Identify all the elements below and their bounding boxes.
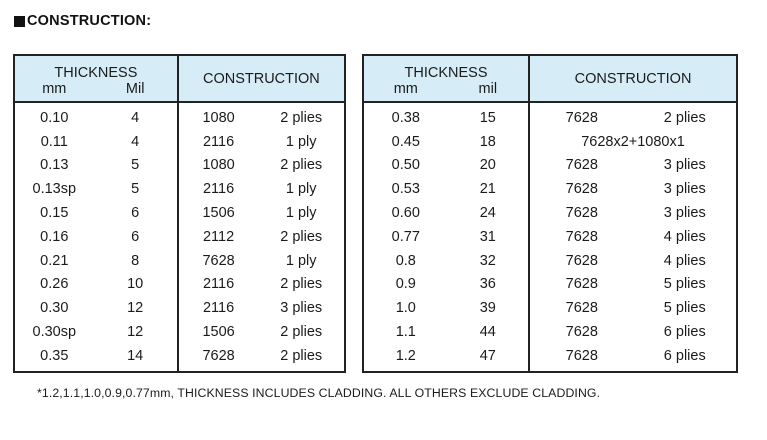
- table-row: [14, 154, 345, 178]
- thickness-mm-cell: 0.15: [40, 205, 69, 222]
- footnote: *1.2,1.1,1.0,0.9,0.77mm, THICKNESS INCLUDES CLADDING. ALL OTHERS EXCLUDE CLADDING.: [37, 386, 601, 400]
- thickness-mil-cell: 6: [131, 228, 140, 245]
- construction-table-right: [362, 54, 738, 373]
- ply-count-cell: 2 plies: [280, 157, 323, 174]
- glass-style-cell: 7628: [529, 273, 633, 297]
- thickness-mm-cell: 0.21: [40, 252, 69, 269]
- ply-count-cell: 1 ply: [285, 252, 317, 269]
- unit-mm-header: mm: [363, 81, 448, 102]
- thickness-mm-cell: 0.38: [391, 109, 420, 126]
- thickness-mil-cell: 12: [127, 300, 144, 317]
- unit-mm-header: mm: [14, 81, 94, 102]
- ply-count-cell: 3 plies: [663, 157, 706, 174]
- ply-count-cell: 2 plies: [280, 347, 323, 364]
- thickness-mm-cell: 0.77: [391, 228, 420, 245]
- thickness-mil-cell: 32: [479, 252, 496, 269]
- thickness-mil-cell: 36: [479, 276, 496, 293]
- glass-style-cell: 2116: [178, 130, 259, 154]
- thickness-mm-cell: 0.35: [40, 347, 69, 364]
- glass-style-cell: 7628: [178, 249, 259, 273]
- thickness-mil-cell: 5: [131, 181, 140, 198]
- thickness-mil-cell: 21: [479, 181, 496, 198]
- thickness-mil-cell: 6: [131, 205, 140, 222]
- left-table-body: [14, 102, 345, 372]
- glass-style-cell: 1080: [178, 102, 259, 130]
- thickness-mm-cell: 0.16: [40, 228, 69, 245]
- ply-count-cell: 2 plies: [280, 228, 323, 245]
- table-row: [14, 102, 345, 130]
- ply-count-cell: 4 plies: [663, 228, 706, 245]
- thickness-mm-cell: 0.30sp: [32, 324, 77, 341]
- table-row: [14, 225, 345, 249]
- ply-count-cell: 2 plies: [280, 276, 323, 293]
- thickness-mil-cell: 47: [479, 347, 496, 364]
- ply-count-cell: 2 plies: [280, 324, 323, 341]
- thickness-mil-cell: 15: [479, 109, 496, 126]
- ply-count-cell: 1 ply: [285, 181, 317, 198]
- table-row: [363, 201, 737, 225]
- thickness-mil-cell: 12: [127, 324, 144, 341]
- thickness-mm-cell: 0.50: [391, 157, 420, 174]
- table-row: [14, 201, 345, 225]
- ply-count-cell: 3 plies: [663, 205, 706, 222]
- thickness-header: THICKNESS: [14, 55, 178, 81]
- thickness-mil-cell: 39: [479, 300, 496, 317]
- glass-style-cell: 7628: [529, 225, 633, 249]
- ply-count-cell: 2 plies: [663, 109, 706, 126]
- thickness-mm-cell: 0.10: [40, 109, 69, 126]
- table-row: [14, 249, 345, 273]
- thickness-mil-cell: 4: [131, 109, 140, 126]
- unit-mil-header: Mil: [94, 81, 178, 102]
- glass-style-cell: 7628: [529, 102, 633, 130]
- glass-style-cell: 7628: [529, 154, 633, 178]
- thickness-mm-cell: 1.1: [395, 324, 416, 341]
- section-heading: [14, 13, 151, 29]
- glass-style-cell: 7628: [529, 320, 633, 344]
- table-row: [363, 177, 737, 201]
- table-row: [14, 344, 345, 372]
- construction-combined-cell: 7628x2+1080x1: [529, 130, 737, 154]
- right-table-body: [363, 102, 737, 372]
- table-row: [363, 154, 737, 178]
- construction-table-left: [13, 54, 346, 373]
- glass-style-cell: 2116: [178, 177, 259, 201]
- thickness-mil-cell: 20: [479, 157, 496, 174]
- thickness-mm-cell: 0.13: [40, 157, 69, 174]
- table-row: [363, 225, 737, 249]
- glass-style-cell: 2116: [178, 296, 259, 320]
- thickness-mm-cell: 0.9: [395, 276, 416, 293]
- table-row: [363, 296, 737, 320]
- thickness-mil-cell: 31: [479, 228, 496, 245]
- ply-count-cell: 6 plies: [663, 324, 706, 341]
- ply-count-cell: 3 plies: [280, 300, 323, 317]
- thickness-mil-cell: 8: [131, 252, 140, 269]
- table-row: [363, 102, 737, 130]
- table-row: [14, 320, 345, 344]
- construction-header: CONSTRUCTION: [529, 55, 737, 102]
- glass-style-cell: 7628: [529, 201, 633, 225]
- thickness-mm-cell: 0.11: [40, 133, 68, 150]
- thickness-mil-cell: 18: [479, 133, 496, 150]
- unit-mil-header: mil: [448, 81, 529, 102]
- table-row: [363, 130, 737, 154]
- table-row: [363, 249, 737, 273]
- table-row: [363, 273, 737, 297]
- section-heading-text: CONSTRUCTION:: [27, 13, 152, 29]
- ply-count-cell: 2 plies: [280, 109, 323, 126]
- glass-style-cell: 2116: [178, 273, 259, 297]
- thickness-mm-cell: 0.8: [395, 252, 416, 269]
- ply-count-cell: 4 plies: [663, 252, 706, 269]
- thickness-mil-cell: 5: [131, 157, 140, 174]
- construction-header: CONSTRUCTION: [178, 55, 345, 102]
- glass-style-cell: 2112: [178, 225, 259, 249]
- glass-style-cell: 7628: [529, 296, 633, 320]
- thickness-mm-cell: 0.13sp: [32, 181, 77, 198]
- thickness-mil-cell: 4: [131, 133, 140, 150]
- ply-count-cell: 5 plies: [663, 300, 706, 317]
- thickness-mm-cell: 0.30: [40, 300, 69, 317]
- glass-style-cell: 7628: [178, 344, 259, 372]
- thickness-mil-cell: 24: [479, 205, 496, 222]
- thickness-mm-cell: 0.26: [40, 276, 69, 293]
- thickness-mm-cell: 1.0: [395, 300, 416, 317]
- thickness-mil-cell: 14: [127, 347, 144, 364]
- table-row: [363, 320, 737, 344]
- glass-style-cell: 1080: [178, 154, 259, 178]
- thickness-mm-cell: 0.53: [391, 181, 420, 198]
- glass-style-cell: 1506: [178, 320, 259, 344]
- ply-count-cell: 5 plies: [663, 276, 706, 293]
- glass-style-cell: 1506: [178, 201, 259, 225]
- glass-style-cell: 7628: [529, 249, 633, 273]
- thickness-mm-cell: 1.2: [395, 347, 416, 364]
- table-row: [363, 344, 737, 372]
- black-square-bullet-icon: [14, 16, 25, 27]
- thickness-mm-cell: 0.45: [391, 133, 420, 150]
- thickness-mil-cell: 44: [479, 324, 496, 341]
- glass-style-cell: 7628: [529, 177, 633, 201]
- glass-style-cell: 7628: [529, 344, 633, 372]
- table-row: [14, 130, 345, 154]
- thickness-mil-cell: 10: [127, 276, 144, 293]
- table-row: [14, 177, 345, 201]
- ply-count-cell: 6 plies: [663, 347, 706, 364]
- ply-count-cell: 1 ply: [285, 205, 317, 222]
- thickness-mm-cell: 0.60: [391, 205, 420, 222]
- table-row: [14, 296, 345, 320]
- thickness-header: THICKNESS: [363, 55, 529, 81]
- table-row: [14, 273, 345, 297]
- ply-count-cell: 1 ply: [285, 133, 317, 150]
- ply-count-cell: 3 plies: [663, 181, 706, 198]
